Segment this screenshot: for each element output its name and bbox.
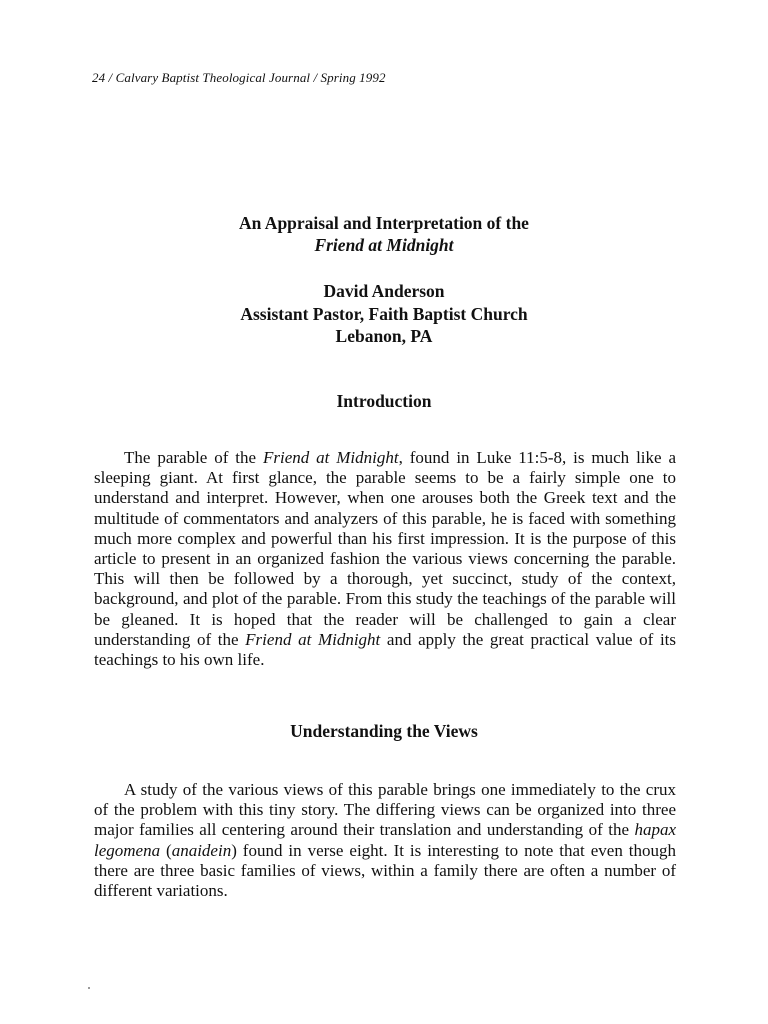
text-run: (: [160, 840, 172, 860]
title-line-1: An Appraisal and Interpretation of the: [239, 213, 529, 233]
author-affiliation: Assistant Pastor, Faith Baptist Church: [240, 303, 528, 324]
text-run: , found in Luke 11:5-8, is much like a sleeping giant. At first glance, the parable seems to be a fairly simple one to understand and interpret. However, when one arouses both the Greek text and the multitude of commentators and analyzers of this parable, he is faced with something much more complex and powerful than his first impression. It is the purpose of this article to present in an organized fashion the various views concerning the parable. This will then be followed by a thorough, yet succinct, study of the context, background, and plot of the parable. From this study the teachings of the parable will be gleaned. It is hoped that the reader will be challenged to gain a clear understanding of the: [94, 448, 676, 649]
running-head: 24 / Calvary Baptist Theological Journal / Spring 1992: [92, 70, 386, 85]
italic-term-run: anaidein: [171, 840, 232, 860]
author-location: Lebanon, PA: [335, 326, 433, 346]
text-run: The parable of the: [124, 448, 263, 467]
section-heading-introduction: Introduction: [336, 391, 432, 411]
italic-title-run: Friend at Midnight: [262, 448, 399, 467]
understanding-views-paragraph: [94, 780, 676, 901]
section-heading-understanding-views: Understanding the Views: [290, 721, 478, 741]
italic-title-run: Friend at Midnight: [245, 629, 381, 649]
text-run: and apply the great practical value of its teachings to his own life.: [94, 629, 677, 670]
author-name: David Anderson: [323, 281, 445, 301]
text-run: A study of the various views of this parable brings one immediately to the crux of the problem with this tiny story. The differing views can be organized into three major families all centering around their translation and understanding of the: [94, 780, 676, 840]
scan-speck: [88, 987, 90, 989]
author-block: [0, 280, 768, 348]
italic-term-run: hapax legomena: [94, 820, 676, 860]
title-line-2: Friend at Midnight: [314, 235, 454, 255]
introduction-paragraph: [94, 448, 676, 670]
text-run: ) found in verse eight. It is interesting to note that even though there are three basic families of views, within a family there are often a number of different variations.: [94, 840, 676, 901]
article-title: [0, 212, 768, 256]
